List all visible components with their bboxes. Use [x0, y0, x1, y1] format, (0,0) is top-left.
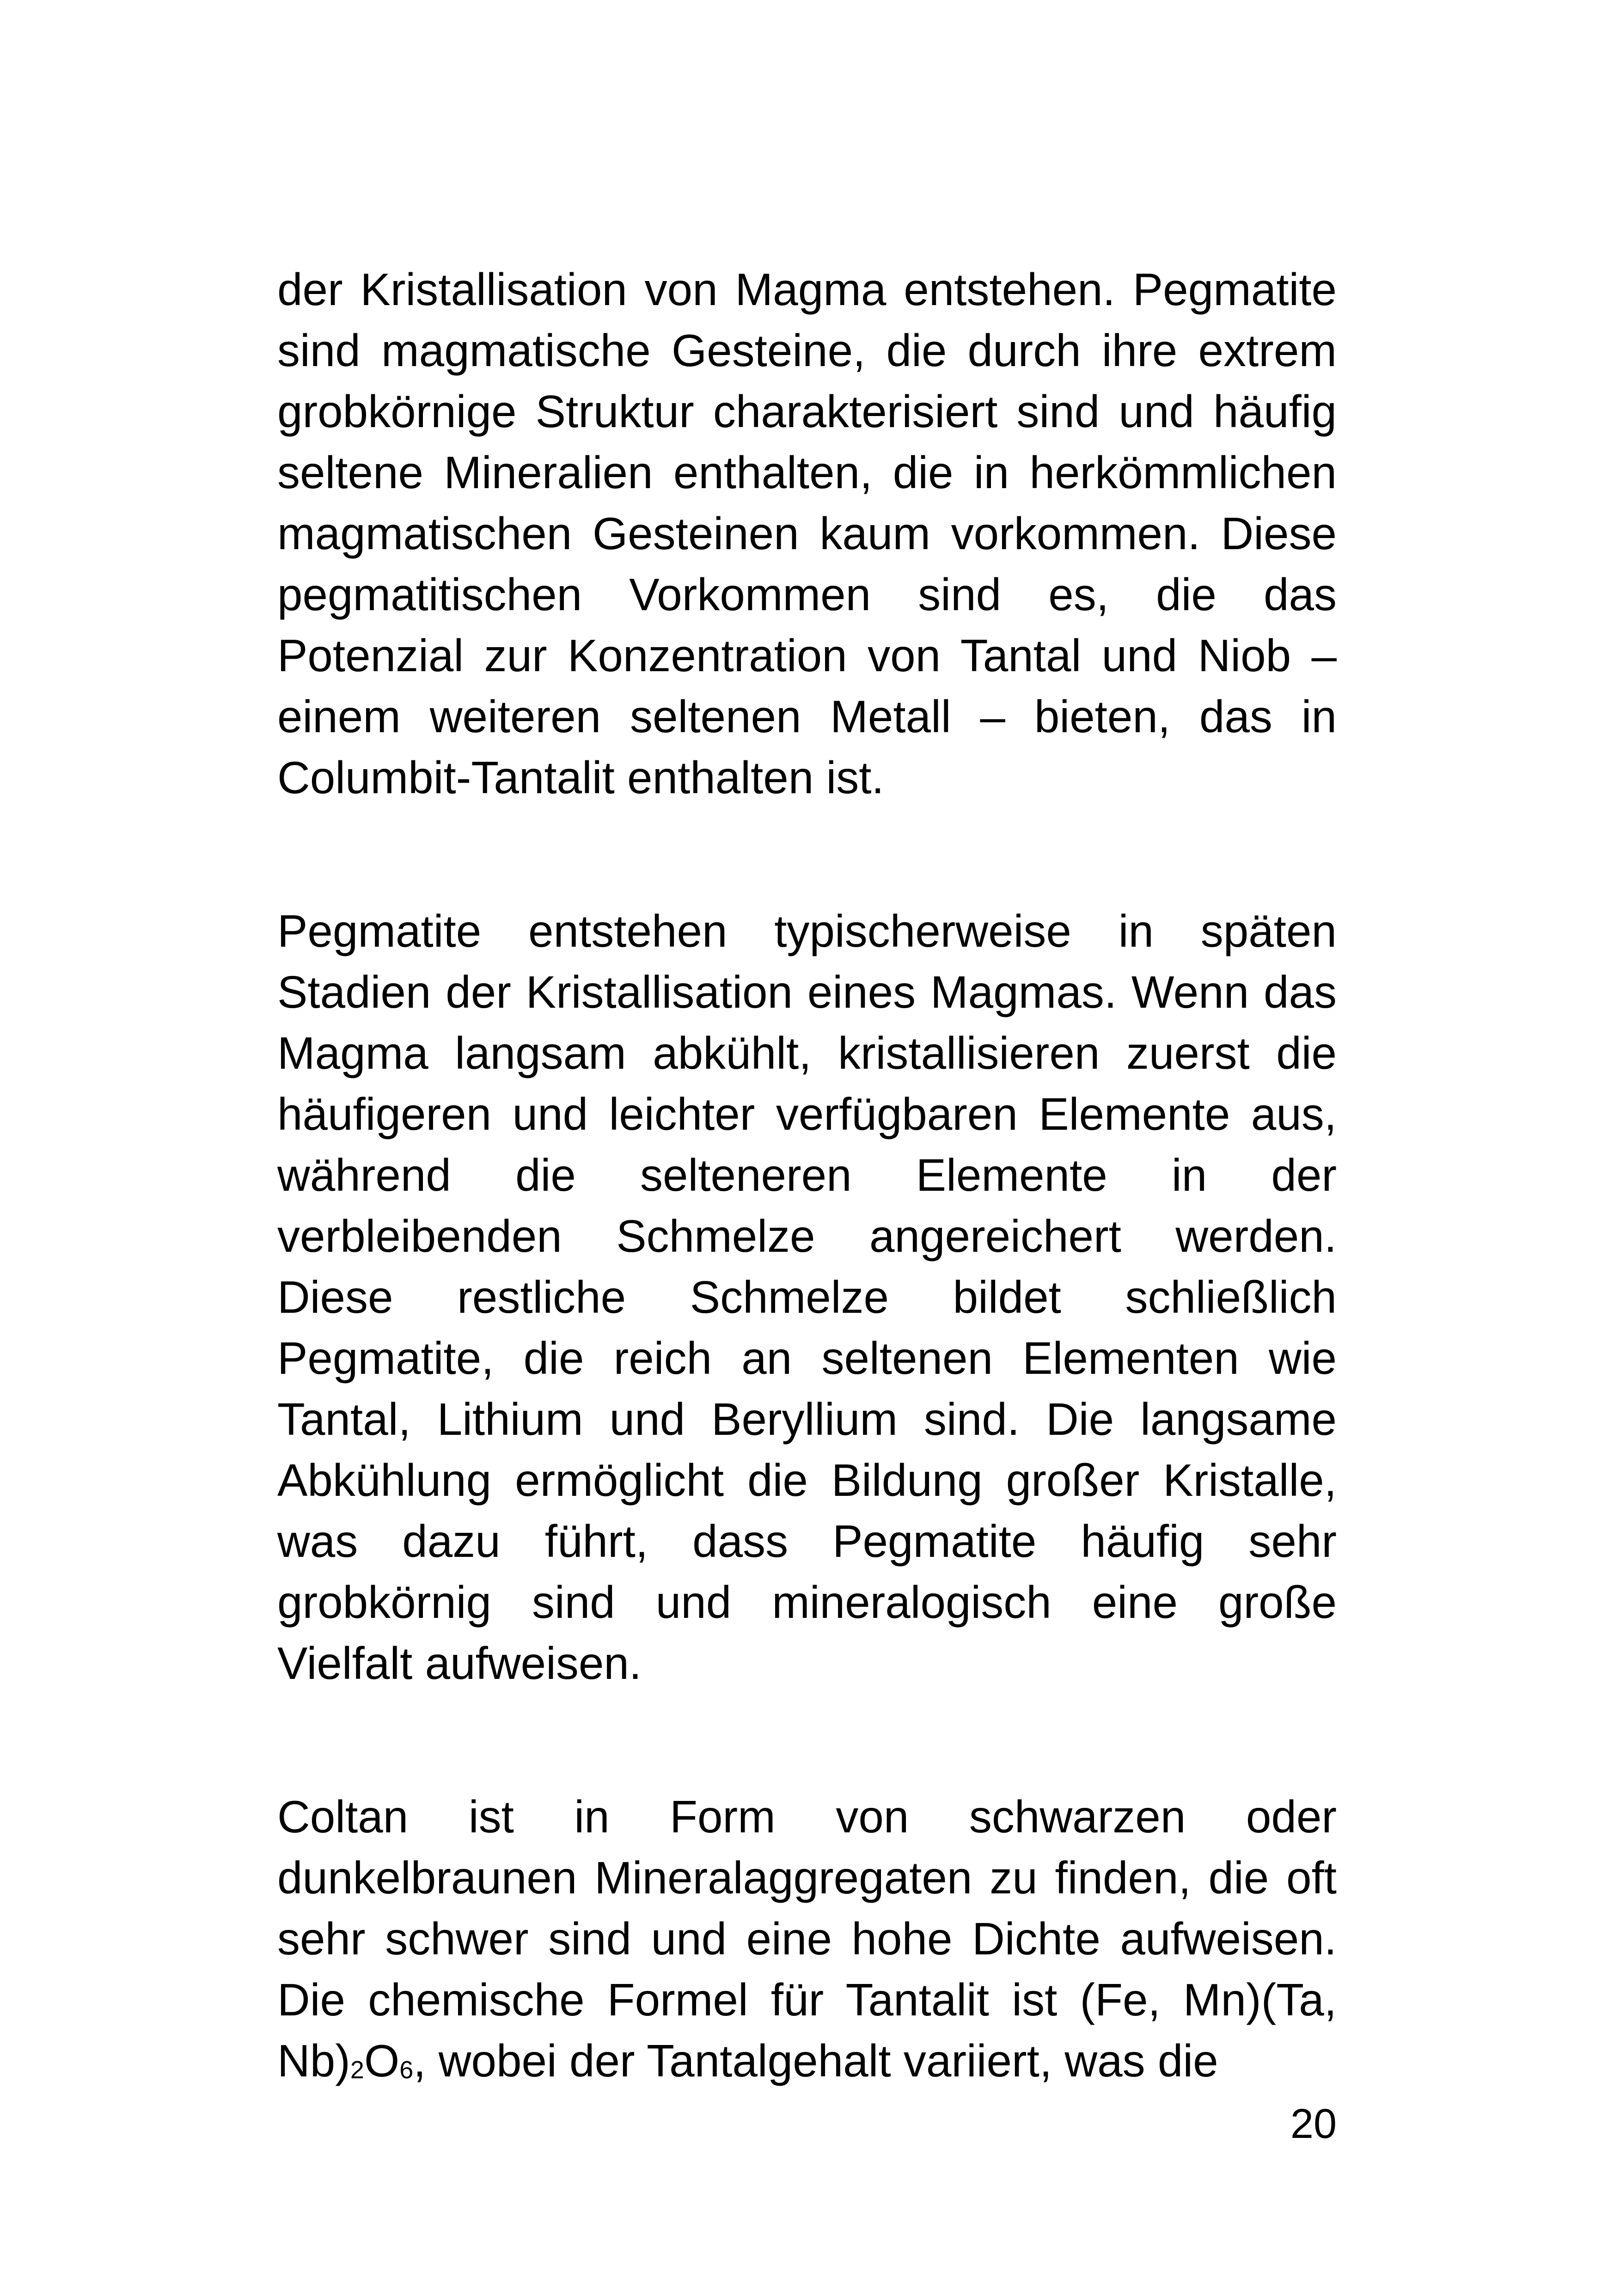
paragraph-1: der Kristallisation von Magma entstehen. Pegmatite sind magmatische Gesteine, die durch ihre extrem grobkörnige Struktur charakterisiert sind und häufig seltene Mineralien enthalten, die in herkömmlichen magmatischen Gesteinen kaum vorkommen. Diese pegmatitischen Vorkommen sind es, die das Potenzial zur Konzentration von Tantal und Niob – einem weiteren seltenen Metall – bieten, das in Columbit-Tantalit enthalten ist.	[277, 264, 1337, 803]
page-body	[277, 259, 1337, 2091]
paragraph-2: Pegmatite entstehen typischerweise in späten Stadien der Kristallisation eines Magmas. Wenn das Magma langsam abkühlt, kristallisieren zuerst die häufigeren und leichter verfügbaren Elemente aus, während die selteneren Elemente in der verbleibenden Schmelze angereichert werden. Diese restliche Schmelze bildet schließlich Pegmatite, die reich an seltenen Elementen wie Tantal, Lithium und Beryllium sind. Die langsame Abkühlung ermöglicht die Bildung großer Kristalle, was dazu führt, dass Pegmatite häufig sehr grobkörnig sind und mineralogisch eine große Vielfalt aufweisen.	[277, 906, 1337, 1689]
paragraph-3-text-end: , wobei der Tantalgehalt variiert, was die	[413, 2035, 1218, 2086]
paragraph-3-text-start: Coltan ist in Form von schwarzen oder dunkelbraunen Mineralaggregaten zu finden, die oft sehr schwer sind und eine hohe Dichte aufweisen. Die chemische Formel für Tantalit ist (Fe, Mn)(Ta, Nb)	[277, 1791, 1337, 2086]
paragraph-3	[277, 1786, 1337, 2091]
formula-subscript-6: 6	[399, 2056, 414, 2084]
formula-oxygen: O	[364, 2035, 400, 2086]
page-number: 20	[1290, 2101, 1337, 2147]
formula-subscript-2: 2	[350, 2056, 364, 2084]
